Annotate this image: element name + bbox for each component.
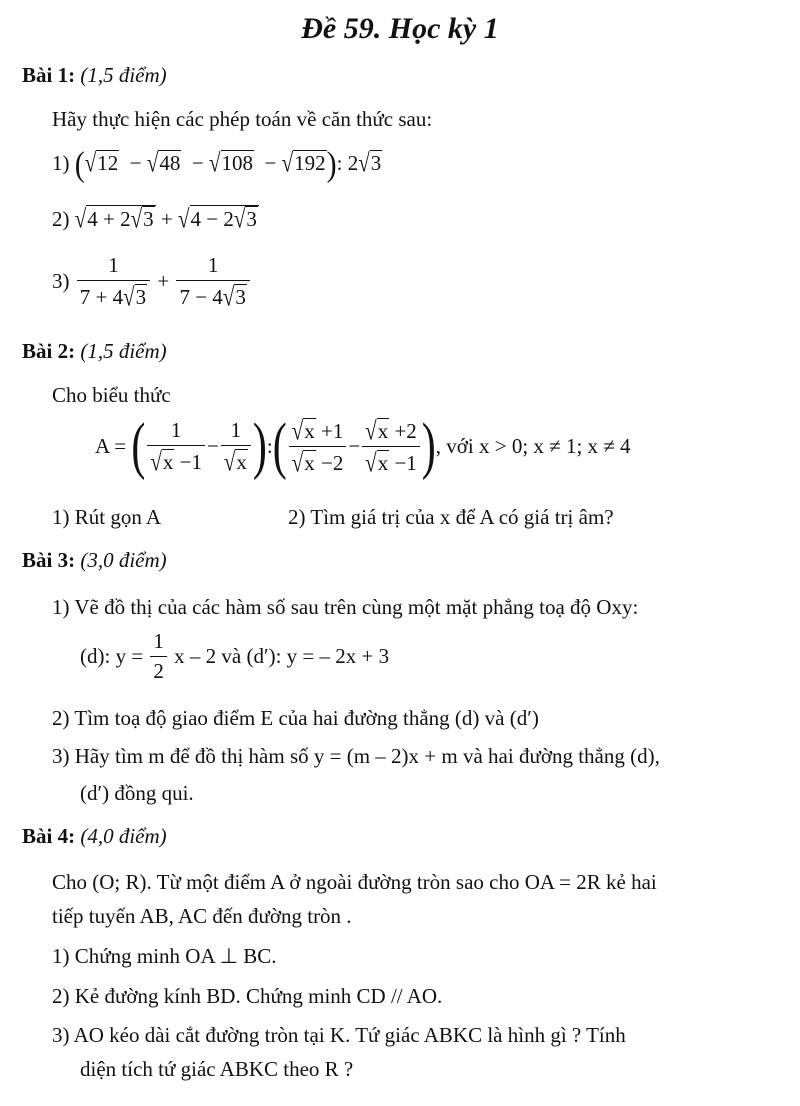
bai1-heading bbox=[22, 65, 167, 86]
sqrt-4-plus: 4 + 2√3 bbox=[87, 203, 154, 234]
bai1-item1-tail: : 2 bbox=[336, 151, 359, 175]
bai1-item1: 1) (√12 − √48 − √108 − √192): 2√3 bbox=[52, 145, 382, 184]
sqrt-12: 12 bbox=[97, 151, 119, 175]
bai2-heading bbox=[22, 341, 167, 362]
bai3-label: Bài 3: bbox=[22, 548, 76, 572]
bai2-condition: , với x > 0; x ≠ 1; x ≠ 4 bbox=[435, 434, 631, 459]
bai3-item2: 2) Tìm toạ độ giao điểm E của hai đường thẳng (d) và (d′) bbox=[52, 706, 539, 730]
bai3-functions: (d): y = $\frac{1}{2}$ x – 2 và (d′): y = – 2x + 3 bbox=[80, 629, 390, 684]
bai3-item3b: (d′) đồng qui. bbox=[80, 781, 194, 805]
sqrt-48: 48 bbox=[159, 151, 181, 175]
sqrt-3: 3 bbox=[370, 151, 382, 175]
bai1-item1-num: 1) bbox=[52, 151, 70, 175]
bai1-label: Bài 1: bbox=[22, 63, 76, 87]
fraction-1: $\frac{1}{7 + 4√3}$ bbox=[77, 254, 150, 309]
bai2-task2: 2) Tìm giá trị của x để A có giá trị âm? bbox=[288, 505, 614, 529]
bai1-item2: 2) √4 + 2√3 + √4 − 2√3 bbox=[52, 203, 257, 234]
bai4-points: (4,0 điểm) bbox=[80, 824, 167, 848]
sqrt-192: 192 bbox=[294, 151, 326, 175]
bai2-expression: A = ( $\frac{1}{√x -1}$ − $\frac{1}{√x}$ ):( $\frac{√x +1}{√x -2}$ − $\frac{√x +2}{√x -1}$ ), với x > 0; x ≠ 1; x ≠ 4 bbox=[95, 412, 631, 482]
bai1-points: (1,5 điểm) bbox=[80, 63, 167, 87]
bai2-task1: 1) Rút gọn A bbox=[52, 505, 162, 529]
bai2-intro: Cho biểu thức bbox=[52, 383, 171, 407]
bai2-label: Bài 2: bbox=[22, 339, 76, 363]
sqrt-4-minus: 4 − 2√3 bbox=[190, 203, 257, 234]
bai4-item2: 2) Kẻ đường kính BD. Chứng minh CD // AO. bbox=[52, 984, 443, 1008]
bai1-item2-num: 2) bbox=[52, 207, 70, 231]
bai2-points: (1,5 điểm) bbox=[80, 339, 167, 363]
bai4-intro-b: tiếp tuyến AB, AC đến đường tròn . bbox=[52, 904, 352, 928]
bai4-label: Bài 4: bbox=[22, 824, 76, 848]
page-title: Đề 59. Học kỳ 1 bbox=[301, 12, 499, 45]
expr-frac-b: $\frac{1}{√x}$ bbox=[221, 419, 251, 474]
bai4-intro-a: Cho (O; R). Từ một điểm A ở ngoài đường tròn sao cho OA = 2R kẻ hai bbox=[52, 870, 657, 894]
sqrt-108: 108 bbox=[221, 151, 254, 175]
half-fraction: $\frac{1}{2}$ bbox=[150, 630, 167, 683]
bai4-item3a: 3) AO kéo dài cắt đường tròn tại K. Tứ giác ABKC là hình gì ? Tính bbox=[52, 1023, 626, 1047]
bai3-item3a: 3) Hãy tìm m để đồ thị hàm số y = (m – 2)x + m và hai đường thẳng (d), bbox=[52, 744, 660, 768]
bai4-item3b: diện tích tứ giác ABKC theo R ? bbox=[80, 1057, 354, 1081]
bai3-item1: 1) Vẽ đồ thị của các hàm số sau trên cùng một mặt phẳng toạ độ Oxy: bbox=[52, 595, 639, 619]
bai1-intro: Hãy thực hiện các phép toán về căn thức sau: bbox=[52, 107, 433, 131]
bai3-heading bbox=[22, 550, 167, 571]
expr-frac-d: $\frac{√x +2}{√x -1}$ bbox=[362, 418, 420, 475]
bai4-heading bbox=[22, 826, 167, 847]
bai4-item1: 1) Chứng minh OA ⊥ BC. bbox=[52, 944, 277, 968]
fraction-2: $\frac{1}{7 - 4√3}$ bbox=[176, 254, 249, 309]
bai1-item3-num: 3) bbox=[52, 269, 70, 294]
expr-frac-a: $\frac{1}{√x -1}$ bbox=[147, 419, 205, 474]
bai1-item3: 3) $\frac{1}{7 + 4√3}$ + $\frac{1}{7 - 4√3}$ bbox=[52, 254, 252, 309]
bai3-points: (3,0 điểm) bbox=[80, 548, 167, 572]
expr-frac-c: $\frac{√x +1}{√x -2}$ bbox=[289, 418, 347, 475]
